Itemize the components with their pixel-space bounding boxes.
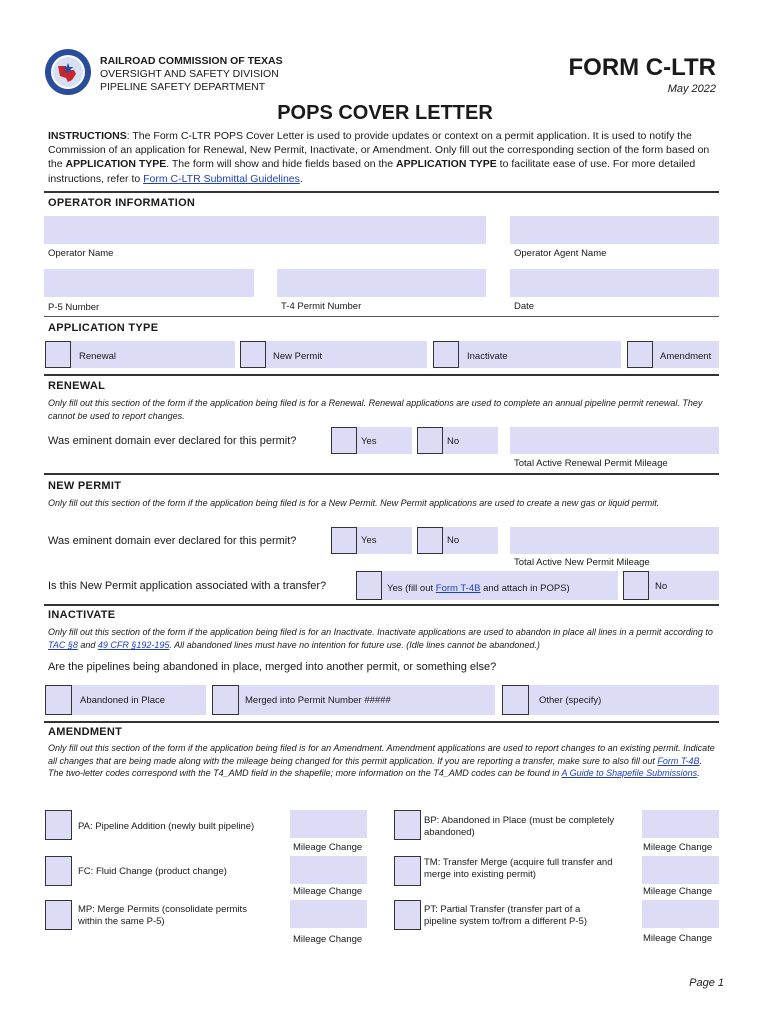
pt-label: PT: Partial Transfer (transfer part of a pipeline system to/from a different P-5) xyxy=(424,904,587,927)
divider xyxy=(44,191,719,193)
inactivate-label: Inactivate xyxy=(467,351,508,362)
renewal-label: Renewal xyxy=(79,351,116,362)
divider xyxy=(44,721,719,723)
new-permit-checkbox[interactable] xyxy=(240,341,266,368)
renewal-eminent-yes-label: Yes xyxy=(361,436,377,447)
renewal-eminent-no-checkbox[interactable] xyxy=(417,427,443,454)
operator-name-field[interactable] xyxy=(44,216,486,244)
transfer-yes-label xyxy=(387,583,570,594)
renewal-eminent-no-label: No xyxy=(447,436,460,447)
page-number: Page 1 xyxy=(689,977,724,989)
instructions-text-2: . The form will show and hide fields based on the xyxy=(166,158,397,171)
mp-checkbox[interactable] xyxy=(45,900,72,930)
renewal-mileage-field[interactable] xyxy=(510,427,719,454)
abandoned-in-place-checkbox[interactable] xyxy=(45,685,72,715)
amendment-note-b: . The two-letter codes correspond with the T4_AMD field in the shapefile; more information on the T4_AMD codes can be found in xyxy=(48,755,703,778)
application-type-title: APPLICATION TYPE xyxy=(48,322,159,334)
guidelines-link[interactable]: Form C-LTR Submittal Guidelines xyxy=(143,172,300,185)
new-permit-eminent-domain-question: Was eminent domain ever declared for this permit? xyxy=(48,535,297,547)
transfer-yes-checkbox[interactable] xyxy=(356,571,382,600)
new-permit-mileage-field[interactable] xyxy=(510,527,719,554)
instructions-bold-2: APPLICATION TYPE xyxy=(396,158,497,171)
org-name: RAILROAD COMMISSION OF TEXAS xyxy=(100,55,283,67)
tm-checkbox[interactable] xyxy=(394,856,421,886)
p5-number-label: P-5 Number xyxy=(48,302,100,313)
fc-label: FC: Fluid Change (product change) xyxy=(78,866,227,877)
amendment-t4b-link[interactable]: Form T-4B xyxy=(657,755,700,766)
bp-checkbox[interactable] xyxy=(394,810,421,840)
shapefile-guide-link[interactable]: A Guide to Shapefile Submissions xyxy=(561,768,698,778)
amendment-checkbox[interactable] xyxy=(627,341,653,368)
new-permit-eminent-yes-checkbox[interactable] xyxy=(331,527,357,554)
renewal-mileage-label: Total Active Renewal Permit Mileage xyxy=(514,458,668,469)
new-permit-eminent-no-label: No xyxy=(447,535,460,546)
merged-permit-value: ##### xyxy=(364,695,391,706)
inactivate-checkbox[interactable] xyxy=(433,341,459,368)
tm-label: TM: Transfer Merge (acquire full transfer and merge into existing permit) xyxy=(424,857,613,880)
abandon-question: Are the pipelines being abandoned in place, merged into another permit, or something else? xyxy=(48,661,497,673)
transfer-no-label: No xyxy=(655,581,668,592)
transfer-yes-text-b: and attach in POPS) xyxy=(480,583,570,594)
other-checkbox[interactable] xyxy=(502,685,529,715)
fc-checkbox[interactable] xyxy=(45,856,72,886)
doc-title: POPS COVER LETTER xyxy=(277,102,493,124)
transfer-yes-text-a: Yes (fill out xyxy=(387,583,436,594)
new-permit-mileage-label: Total Active New Permit Mileage xyxy=(514,557,650,568)
renewal-checkbox[interactable] xyxy=(45,341,71,368)
department-name: PIPELINE SAFETY DEPARTMENT xyxy=(100,81,266,93)
other-specify-label: Other (specify) xyxy=(539,695,602,706)
merged-label xyxy=(245,695,391,706)
inactivate-note xyxy=(48,626,718,651)
merged-checkbox[interactable] xyxy=(212,685,239,715)
abandoned-in-place-label: Abandoned in Place xyxy=(80,695,166,706)
amendment-note-a: Only fill out this section of the form if the application being filed is for an Amendment. Amendment applications are used to report changes to an existing permit. Indicate all changes that are being made along with the mileage being changed for this permit application. If you are reporting a transfer, make sure to also fill out xyxy=(48,743,715,766)
form-title: FORM C-LTR xyxy=(568,54,716,81)
renewal-note: Only fill out this section of the form if the application being filed is for a Renewal. Renewal applications are used to complete an annual pipeline permit renewal. They cannot be used to report changes. xyxy=(48,398,703,421)
rrc-seal-logo xyxy=(44,48,92,96)
p5-number-field[interactable] xyxy=(44,269,254,297)
transfer-question: Is this New Permit application associated with a transfer? xyxy=(48,580,327,592)
new-permit-note: Only fill out this section of the form if the application being filed is for a New Permit. New Permit applications are used to create a new gas or liquid permit. xyxy=(48,498,660,508)
operator-section-title: OPERATOR INFORMATION xyxy=(48,197,196,209)
divider xyxy=(44,374,719,376)
new-permit-eminent-no-checkbox[interactable] xyxy=(417,527,443,554)
renewal-eminent-yes-checkbox[interactable] xyxy=(331,427,357,454)
merged-label-text: Merged into Permit Number xyxy=(245,695,362,706)
renewal-eminent-domain-question: Was eminent domain ever declared for this permit? xyxy=(48,435,297,447)
operator-name-label: Operator Name xyxy=(48,248,114,259)
t4-permit-number-label: T-4 Permit Number xyxy=(281,301,362,312)
divider xyxy=(44,473,719,475)
amendment-note-c: . xyxy=(697,768,700,778)
inactivate-note-a: Only fill out this section of the form if the application being filed is for an Inactivate. Inactivate applications are used to abandon in place all lines in a permit according to xyxy=(48,627,713,637)
cfr-link[interactable]: 49 CFR §192-195 xyxy=(97,639,170,650)
inactivate-note-c: . All abandoned lines must have no intention for future use. (Idle lines cannot be abandoned.) xyxy=(169,639,540,650)
amendment-note xyxy=(48,742,718,780)
inactivate-note-b: and xyxy=(77,639,98,650)
tm-mileage-field[interactable] xyxy=(642,856,719,884)
instructions-text-3: to facilitate ease of use. For more detailed instructions, refer to xyxy=(48,158,696,185)
pt-mileage-label: Mileage Change xyxy=(643,933,713,944)
instructions-text-1: : The Form C-LTR POPS Cover Letter is used to provide updates or context on a permit application. It is used to notify the Commission of an application for Renewal, New Permit, Inactivate, or Amendment. Only fill out the corresponding section of the form based on the xyxy=(48,130,710,171)
fc-mileage-field[interactable] xyxy=(290,856,367,884)
instructions-bold-1: APPLICATION TYPE xyxy=(65,158,167,171)
mp-mileage-label: Mileage Change xyxy=(293,934,363,945)
date-label: Date xyxy=(514,301,535,312)
tm-mileage-label: Mileage Change xyxy=(643,886,713,897)
bp-mileage-field[interactable] xyxy=(642,810,719,838)
inactivate-section-title: INACTIVATE xyxy=(48,609,116,621)
amendment-section-title: AMENDMENT xyxy=(48,726,123,738)
mp-mileage-field[interactable] xyxy=(290,900,367,928)
pa-checkbox[interactable] xyxy=(45,810,72,840)
t4-permit-number-field[interactable] xyxy=(277,269,486,297)
form-t4b-link[interactable]: Form T-4B xyxy=(435,583,481,594)
operator-agent-name-field[interactable] xyxy=(510,216,719,244)
date-field[interactable] xyxy=(510,269,719,297)
pt-mileage-field[interactable] xyxy=(642,900,719,928)
tac-link[interactable]: TAC §8 xyxy=(48,639,78,650)
pt-checkbox[interactable] xyxy=(394,900,421,930)
instructions xyxy=(48,129,718,186)
instructions-text-4: . xyxy=(299,172,303,185)
pa-label: PA: Pipeline Addition (newly built pipeline) xyxy=(78,821,255,832)
instructions-label: INSTRUCTIONS xyxy=(48,130,127,142)
divider xyxy=(44,316,719,317)
bp-label: BP: Abandoned in Place (must be completely abandoned) xyxy=(424,815,615,838)
new-permit-label: New Permit xyxy=(273,351,323,362)
mp-label: MP: Merge Permits (consolidate permits within the same P-5) xyxy=(78,904,247,927)
bp-mileage-label: Mileage Change xyxy=(643,842,713,853)
operator-agent-name-label: Operator Agent Name xyxy=(514,248,607,259)
transfer-no-checkbox[interactable] xyxy=(623,571,649,600)
pa-mileage-label: Mileage Change xyxy=(293,842,363,853)
new-permit-section-title: NEW PERMIT xyxy=(48,480,122,492)
form-date: May 2022 xyxy=(667,83,716,95)
pa-mileage-field[interactable] xyxy=(290,810,367,838)
renewal-section-title: RENEWAL xyxy=(48,380,106,392)
fc-mileage-label: Mileage Change xyxy=(293,886,363,897)
division-name: OVERSIGHT AND SAFETY DIVISION xyxy=(100,68,279,80)
new-permit-eminent-yes-label: Yes xyxy=(361,535,377,546)
amendment-label: Amendment xyxy=(660,351,712,362)
divider xyxy=(44,604,719,606)
